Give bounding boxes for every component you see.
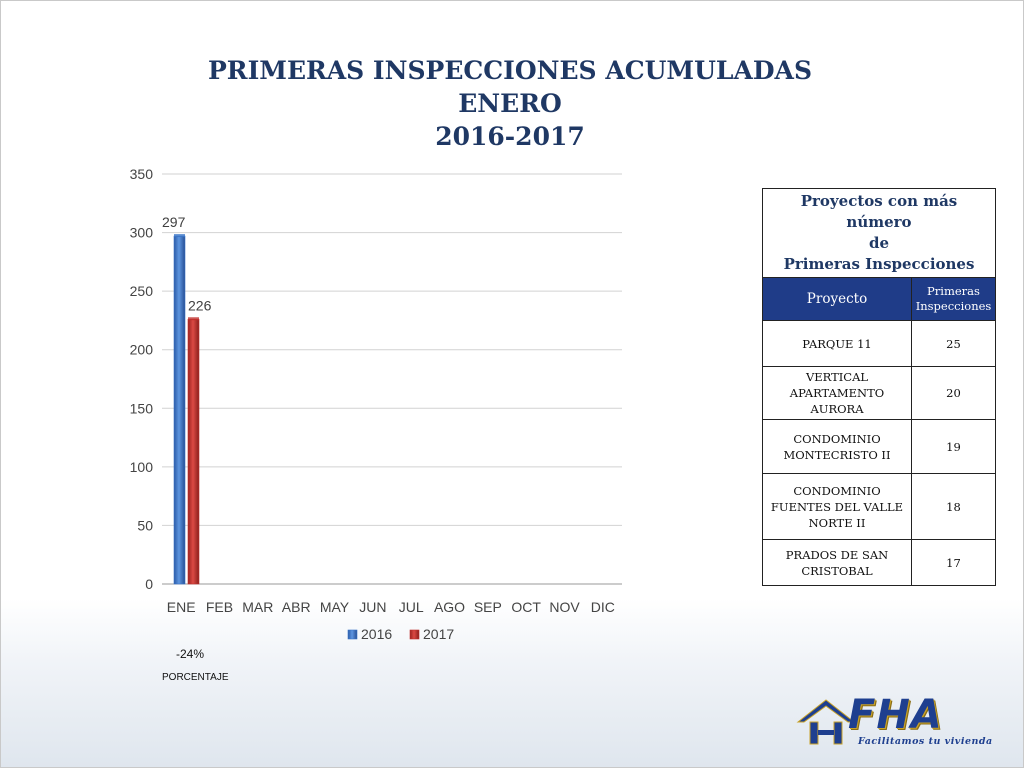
x-tick-label: SEP [473, 599, 502, 615]
projects-table [762, 188, 996, 586]
project-name-line: CONDOMINIO [793, 483, 881, 498]
inspections-cell: 19 [912, 420, 996, 474]
y-tick-label: 150 [129, 400, 153, 417]
x-tick-label: MAY [319, 599, 350, 615]
project-name-line: PRADOS DE SAN [785, 547, 889, 562]
percentage-label: PORCENTAJE [162, 672, 229, 683]
y-tick-label: 350 [129, 166, 153, 182]
column-header-inspections-line-1: Primeras [927, 284, 980, 298]
x-tick-label: AGO [433, 599, 466, 615]
x-tick-label: MAR [242, 599, 274, 615]
x-tick-label: JUN [359, 599, 387, 615]
x-tick-label: ENE [166, 599, 196, 615]
column-header-inspections [912, 278, 996, 321]
x-tick-label: JUL [398, 599, 424, 615]
percentage-change: -24% [176, 647, 205, 661]
project-cell [763, 321, 912, 367]
project-cell [763, 367, 912, 420]
caption-line-2: de [868, 234, 890, 252]
inspections-cell: 18 [912, 474, 996, 540]
y-tick-label: 50 [137, 517, 153, 534]
column-header-inspections-line-2: Inspecciones [915, 299, 992, 313]
x-tick-label: ABR [281, 599, 311, 615]
project-name-line: MONTECRISTO II [783, 447, 891, 462]
table-row [763, 321, 996, 367]
project-name-line: FUENTES DEL VALLE [770, 499, 904, 514]
chart-title [200, 54, 820, 153]
project-name-line: CONDOMINIO [793, 431, 881, 446]
project-name-line: CRISTOBAL [801, 563, 873, 578]
project-cell [763, 474, 912, 540]
x-tick-label: DIC [590, 599, 615, 615]
x-tick-label: OCT [511, 599, 541, 615]
project-name-line: AURORA [810, 402, 864, 416]
project-cell [763, 420, 912, 474]
data-label: 226 [188, 297, 212, 314]
logo-wordmark: FHA [848, 692, 943, 738]
table-body [763, 321, 996, 586]
y-tick-label: 250 [129, 283, 153, 300]
y-tick-label: 0 [145, 576, 153, 592]
y-tick-label: 100 [129, 458, 153, 475]
project-name-line: VERTICAL [805, 370, 869, 384]
project-name-line: NORTE II [808, 515, 866, 530]
project-name-line: APARTAMENTO [789, 386, 885, 400]
title-line-1: PRIMERAS INSPECCIONES ACUMULADAS [208, 56, 812, 85]
x-tick-label: NOV [549, 599, 580, 615]
table-row [763, 474, 996, 540]
y-tick-label: 300 [129, 224, 153, 241]
y-tick-label: 200 [129, 341, 153, 358]
legend-label-2016: 2016 [361, 626, 393, 642]
house-icon [796, 696, 856, 748]
logo-tagline: Facilitamos tu vivienda [858, 736, 993, 747]
table-row [763, 367, 996, 420]
inspections-cell: 17 [912, 540, 996, 586]
title-line-3: 2016-2017 [435, 122, 585, 151]
project-cell [763, 540, 912, 586]
table-caption [763, 189, 996, 278]
column-header-project: Proyecto [763, 278, 912, 321]
project-name-line: PARQUE 11 [802, 336, 872, 351]
fha-logo [796, 690, 1006, 750]
x-tick-label: FEB [205, 599, 234, 615]
title-line-2: ENERO [458, 89, 562, 118]
caption-line-3: Primeras Inspecciones [783, 255, 975, 273]
inspections-cell: 20 [912, 367, 996, 420]
table-row [763, 420, 996, 474]
data-label: 297 [162, 214, 186, 231]
inspections-cell: 25 [912, 321, 996, 367]
caption-line-1: Proyectos con más número [800, 192, 958, 231]
table-row [763, 540, 996, 586]
legend-label-2017: 2017 [423, 626, 455, 642]
